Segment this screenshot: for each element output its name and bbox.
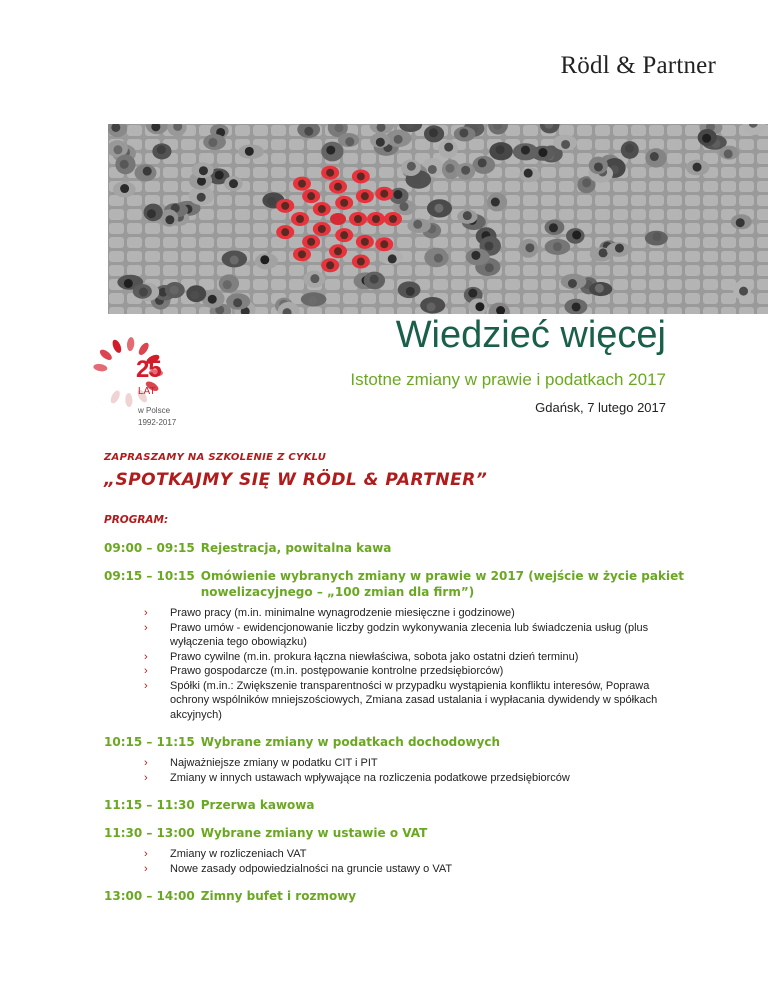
agenda-item-text: Zmiany w rozliczeniach VAT [170,848,307,860]
agenda-item-text: Najważniejsze zmiany w podatku CIT i PIT [170,757,378,769]
agenda-slot-header [104,734,684,750]
page-subtitle: Istotne zmiany w prawie i podatkach 2017 [350,370,666,389]
agenda-item [144,650,684,665]
anniversary-years: 1992-2017 [138,418,177,427]
agenda-items [104,756,684,785]
agenda-title: Przerwa kawowa [200,798,315,812]
agenda-slot-header [104,568,684,600]
chevron-right-icon: › [144,848,148,860]
agenda-slot-header [104,540,684,556]
agenda-title: Wybrane zmiany w podatkach dochodowych [200,735,501,749]
agenda-slot-header [104,825,684,841]
agenda-item [144,664,684,679]
agenda-item [144,679,684,723]
chevron-right-icon: › [144,650,148,663]
agenda-item [144,606,684,621]
agenda-slot [104,797,684,813]
agenda-slot-header [104,888,684,904]
agenda-slot-header [104,797,684,813]
agenda-time: 13:00 – 14:00 [104,889,195,903]
agenda-item-text: Spółki (m.in.: Zwiększenie transparentności w przypadku wystąpienia konfliktu interesów, Poprawa ochrony wspólników mniejszościowych, Zmiana zasad ustalania i wypłacania dywidendy w spółkach akcyjnych) [170,679,658,721]
agenda-item [144,756,684,771]
anniversary-number: 25 [136,356,161,383]
agenda-slot [104,734,684,785]
program-heading: PROGRAM: [104,514,169,526]
company-logo-text: Rödl & Partner [560,52,716,79]
agenda-title: Wybrane zmiany w ustawie o VAT [200,826,428,840]
agenda [104,540,684,916]
agenda-item-text: Zmiany w innych ustawach wpływające na rozliczenia podatkowe przedsiębiorców [170,771,570,784]
series-title: „SPOTKAJMY SIĘ W RÖDL & PARTNER” [104,470,488,490]
event-place-date: Gdańsk, 7 lutego 2017 [535,400,666,415]
invite-intro: ZAPRASZAMY NA SZKOLENIE Z CYKLU [104,452,327,463]
agenda-title: Zimny bufet i rozmowy [200,889,357,903]
agenda-time: 11:15 – 11:30 [104,798,195,812]
agenda-time: 10:15 – 11:15 [104,735,195,749]
agenda-item [144,847,684,862]
chevron-right-icon: › [144,757,148,769]
agenda-items [104,606,684,722]
chevron-right-icon: › [144,607,148,619]
agenda-slot [104,568,684,722]
chevron-right-icon: › [144,862,148,875]
anniversary-country: w Polsce [138,406,171,415]
agenda-item [144,862,684,877]
agenda-title: Rejestracja, powitalna kawa [200,541,392,555]
agenda-time: 09:15 – 10:15 [104,569,195,583]
agenda-slot [104,540,684,556]
chevron-right-icon: › [144,665,148,677]
agenda-slot [104,888,684,904]
agenda-item-text: Prawo gospodarcze (m.in. postępowanie kontrolne przedsiębiorców) [170,665,504,677]
agenda-item-text: Prawo pracy (m.in. minimalne wynagrodzenie miesięczne i godzinowe) [170,607,515,619]
agenda-item-text: Nowe zasady odpowiedzialności na gruncie ustawy o VAT [170,862,453,875]
agenda-items [104,847,684,876]
anniversary-logo [92,320,232,430]
agenda-item [144,621,684,650]
agenda-time: 09:00 – 09:15 [104,541,195,555]
agenda-item-text: Prawo cywilne (m.in. prokura łączna niewłaściwa, sobota jako ostatni dzień terminu) [170,650,579,663]
agenda-slot [104,825,684,876]
chevron-right-icon: › [144,679,148,692]
agenda-time: 11:30 – 13:00 [104,826,195,840]
page-title: Wiedzieć więcej [395,314,666,356]
agenda-item-text: Prawo umów - ewidencjonowanie liczby godzin wykonywania zlecenia lub świadczenia usług (plus wyłączenia tego obowiązku) [170,621,649,648]
agenda-item [144,771,684,786]
chevron-right-icon: › [144,771,148,784]
agenda-title: Omówienie wybranych zmiany w prawie w 2017 (wejście w życie pakiet nowelizacyjnego – „100 zmian dla firm”) [200,569,684,599]
hero-crowd-photo [108,124,768,314]
anniversary-lat: LAT [138,386,156,397]
chevron-right-icon: › [144,621,148,634]
